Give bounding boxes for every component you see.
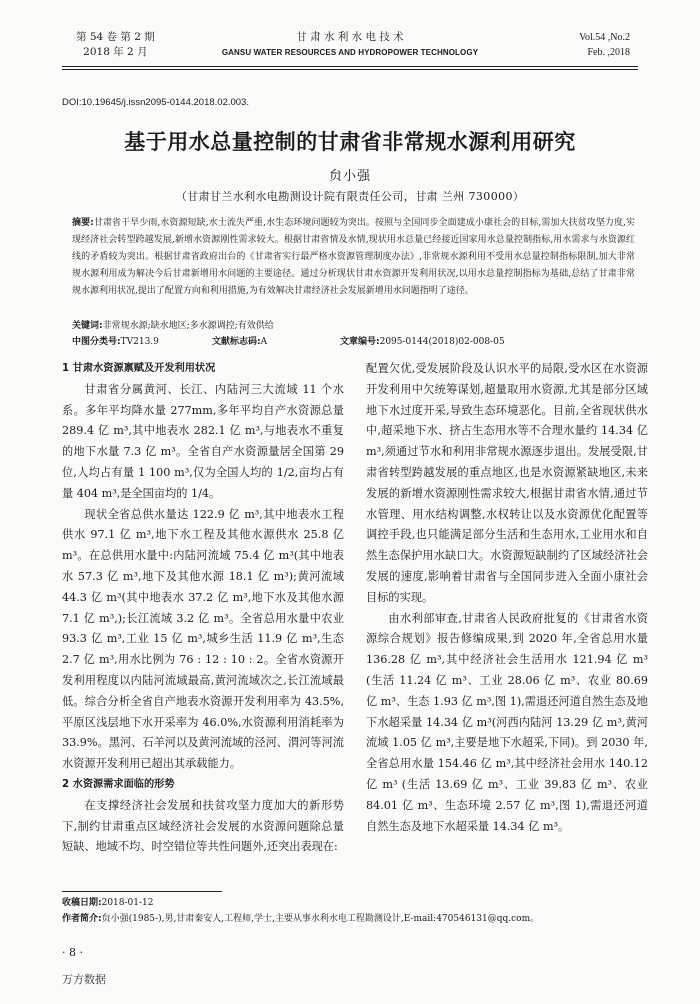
abstract-text: 甘肃省干旱少雨,水资源短缺,水土流失严重,水生态环境问题较为突出。按照与全国同步全面建成小康社会的目标,需加大扶贫攻坚力度,实现经济社会转型跨越发展,新增水资源刚性需求较大。根据甘肃省情及水情,现状用水总量已经接近国家用水总量控制指标,用水需求与水资源红线的矛盾较为突出。根据甘肃省政府出台的《甘肃省实行最严格水资源管理制度办法》,非常规水源利用不受用水总量控制指标限制,加大非常规水源利用成为解决今后甘肃新增用水问题的主要途径。通过分析现状甘肃水资源开发利用状况,以用水总量控制指标为基础,总结了甘肃非常规水源利用状况,提出了配置方向和利用措施,为有效解决甘肃经济社会发展新增用水问题指明了途径。: [72, 218, 635, 296]
volume-issue-cn: 第 54 卷 第 2 期: [76, 31, 155, 43]
header-rule-bottom: [62, 69, 638, 70]
date-cn: 2018 年 2 月: [83, 46, 148, 58]
abstract-label: 摘要:: [72, 218, 94, 228]
volume-issue-en: Vol.54 ,No.2: [579, 32, 630, 43]
doi: DOI:10.19645/j.issn2095-0144.2018.02.003.: [62, 97, 249, 108]
header-rule-top: [62, 66, 638, 67]
clc-number: 中图分类号:TV213.9: [72, 337, 159, 347]
author-bio: 作者简介:贠小强(1985-),男,甘肃秦安人,工程师,学士,主要从事水利水电工程勘测设计,E-mail:470546131@qq.com。: [62, 914, 540, 924]
journal-name-cn: 甘 肃 水 利 水 电 技 术: [296, 31, 404, 43]
paragraph-3: 在支撑经济社会发展和扶贫攻坚力度加大的新形势下,制约甘肃重点区域经济社会发展的水资源问题除总量短缺、地域不均、时空错位等共性问题外,还突出表现在:: [62, 798, 344, 854]
received-date: 收稿日期:2018-01-12: [62, 898, 154, 908]
journal-name-en: GANSU WATER RESOURCES AND HYDROPOWER TECHNOLOGY: [221, 48, 479, 57]
date-en: Feb. ,2018: [587, 47, 630, 58]
paper-title: 基于用水总量控制的甘肃省非常规水源利用研究: [124, 130, 576, 154]
body-column-left: [62, 359, 344, 858]
paragraph-1: 甘肃省分属黄河、长江、内陆河三大流域 11 个水系。多年平均降水量 277mm,多年平均自产水资源总量 289.4 亿 m³,其中地表水 282.1 亿 m³,与地表水不重复的地下水量 7.3 亿 m³。全省自产水资源量居全国第 29 位,人均占有量 1 100 m³,仅为全国人均的 1/2,亩均占有量 404 m³,是全国亩均的 1/4。: [62, 382, 344, 500]
doc-code: 文献标志码:A: [212, 337, 268, 347]
abstract: [72, 215, 635, 300]
section-heading-1: 1 甘肃水资源禀赋及开发利用状况: [62, 363, 216, 374]
paragraph-3-continued: 配置欠优,受发展阶段及认识水平的局限,受水区在水资源开发利用中欠统筹谋划,超量取用水资源,尤其是部分区域地下水过度开采,导致生态环境恶化。目前,全省现状供水中,超采地下水、挤占生态用水等不合理水量约 14.34 亿 m³,须通过节水和利用非常规水源逐步退出。发展受限,甘肃省转型跨越发展的重点地区,也是水资源紧缺地区,未来发展的新增水资源刚性需求较大,根据甘肃省水情,通过节水管理、用水结构调整,水权转让以及水资源优化配置等调控手段,也只能满足部分生活和生态用水,工业用水和自然生态保护用水缺口大。水资源短缺制约了区域经济社会发展的速度,影响着甘肃省与全国同步进入全面小康社会目标的实现。: [366, 362, 648, 604]
keywords-label: 关键词:: [72, 321, 103, 331]
affiliation: （甘肃甘兰水利水电勘测设计院有限责任公司，甘肃 兰州 730000）: [175, 190, 525, 203]
running-header: [0, 26, 700, 76]
watermark: 万方数据: [62, 973, 106, 986]
article-id: 文章编号:2095-0144(2018)02-008-05: [340, 337, 505, 347]
footnote-rule: [62, 891, 222, 892]
section-heading-2: 2 水资源需求面临的形势: [62, 778, 175, 790]
paragraph-2: 现状全省总供水量达 122.9 亿 m³,其中地表水工程供水 97.1 亿 m³,地下水工程及其他水源供水 25.8 亿 m³。在总供用水量中:内陆河流域 75.4 亿 m³(其中地表水 57.3 亿 m³,地下及其他水源 18.1 亿 m³);黄河流域 44.3 亿 m³(其中地表水 37.2 亿 m³,地下水及其他水源 7.1 亿 m³,);长江流域 3.2 亿 m³。全省总用水量中农业 93.3 亿 m³,工业 15 亿 m³,城乡生活 11.9 亿 m³,生态 2.7 亿 m³,用水比例为 76 : 12 : 10 : 2。全省水资源开发利用程度以内陆河流域最高,黄河流域次之,长江流域最低。综合分析全省自产地表水资源开发利用率为 43.5%,平原区浅层地下水开采率为 46.0%,水资源利用消耗率为 33.9%。黑河、石羊河以及黄河流域的泾河、渭河等河流水资源开发利用已超出其承载能力。: [62, 507, 344, 771]
header-right: [579, 30, 630, 60]
keywords-text: 非常规水源;缺水地区;多水源调控;有效供给: [102, 321, 274, 331]
keywords: [72, 319, 635, 334]
paragraph-4: 由水利部审查,甘肃省人民政府批复的《甘肃省水资源综合规划》报告修编成果,到 2020 年,全省总用水量 136.28 亿 m³,其中经济社会生活用水 121.94 亿 m³ (生活 11.24 亿 m³、工业 28.06 亿 m³、农业 80.69 亿 m³、生态 1.93 亿 m³,图 1),需退还河道自然生态及地下水超采量 14.34 亿 m³(河西内陆河 13.29 亿 m³,黄河流域 1.05 亿 m³,主要是地下水超采,下同)。到 2030 年,全省总用水量 154.46 亿 m³,其中经济社会用水 140.12 亿 m³ (生活 13.69 亿 m³、工业 39.83 亿 m³、农业 84.01 亿 m³、生态环境 2.57 亿 m³,图 1),需退还河道自然生态及地下水超采量 14.34 亿 m³。: [366, 611, 648, 833]
body-column-right: [366, 359, 648, 837]
page-number: · 8 ·: [62, 946, 83, 959]
article-meta: [72, 335, 635, 350]
author-name: 贠小强: [328, 169, 371, 184]
